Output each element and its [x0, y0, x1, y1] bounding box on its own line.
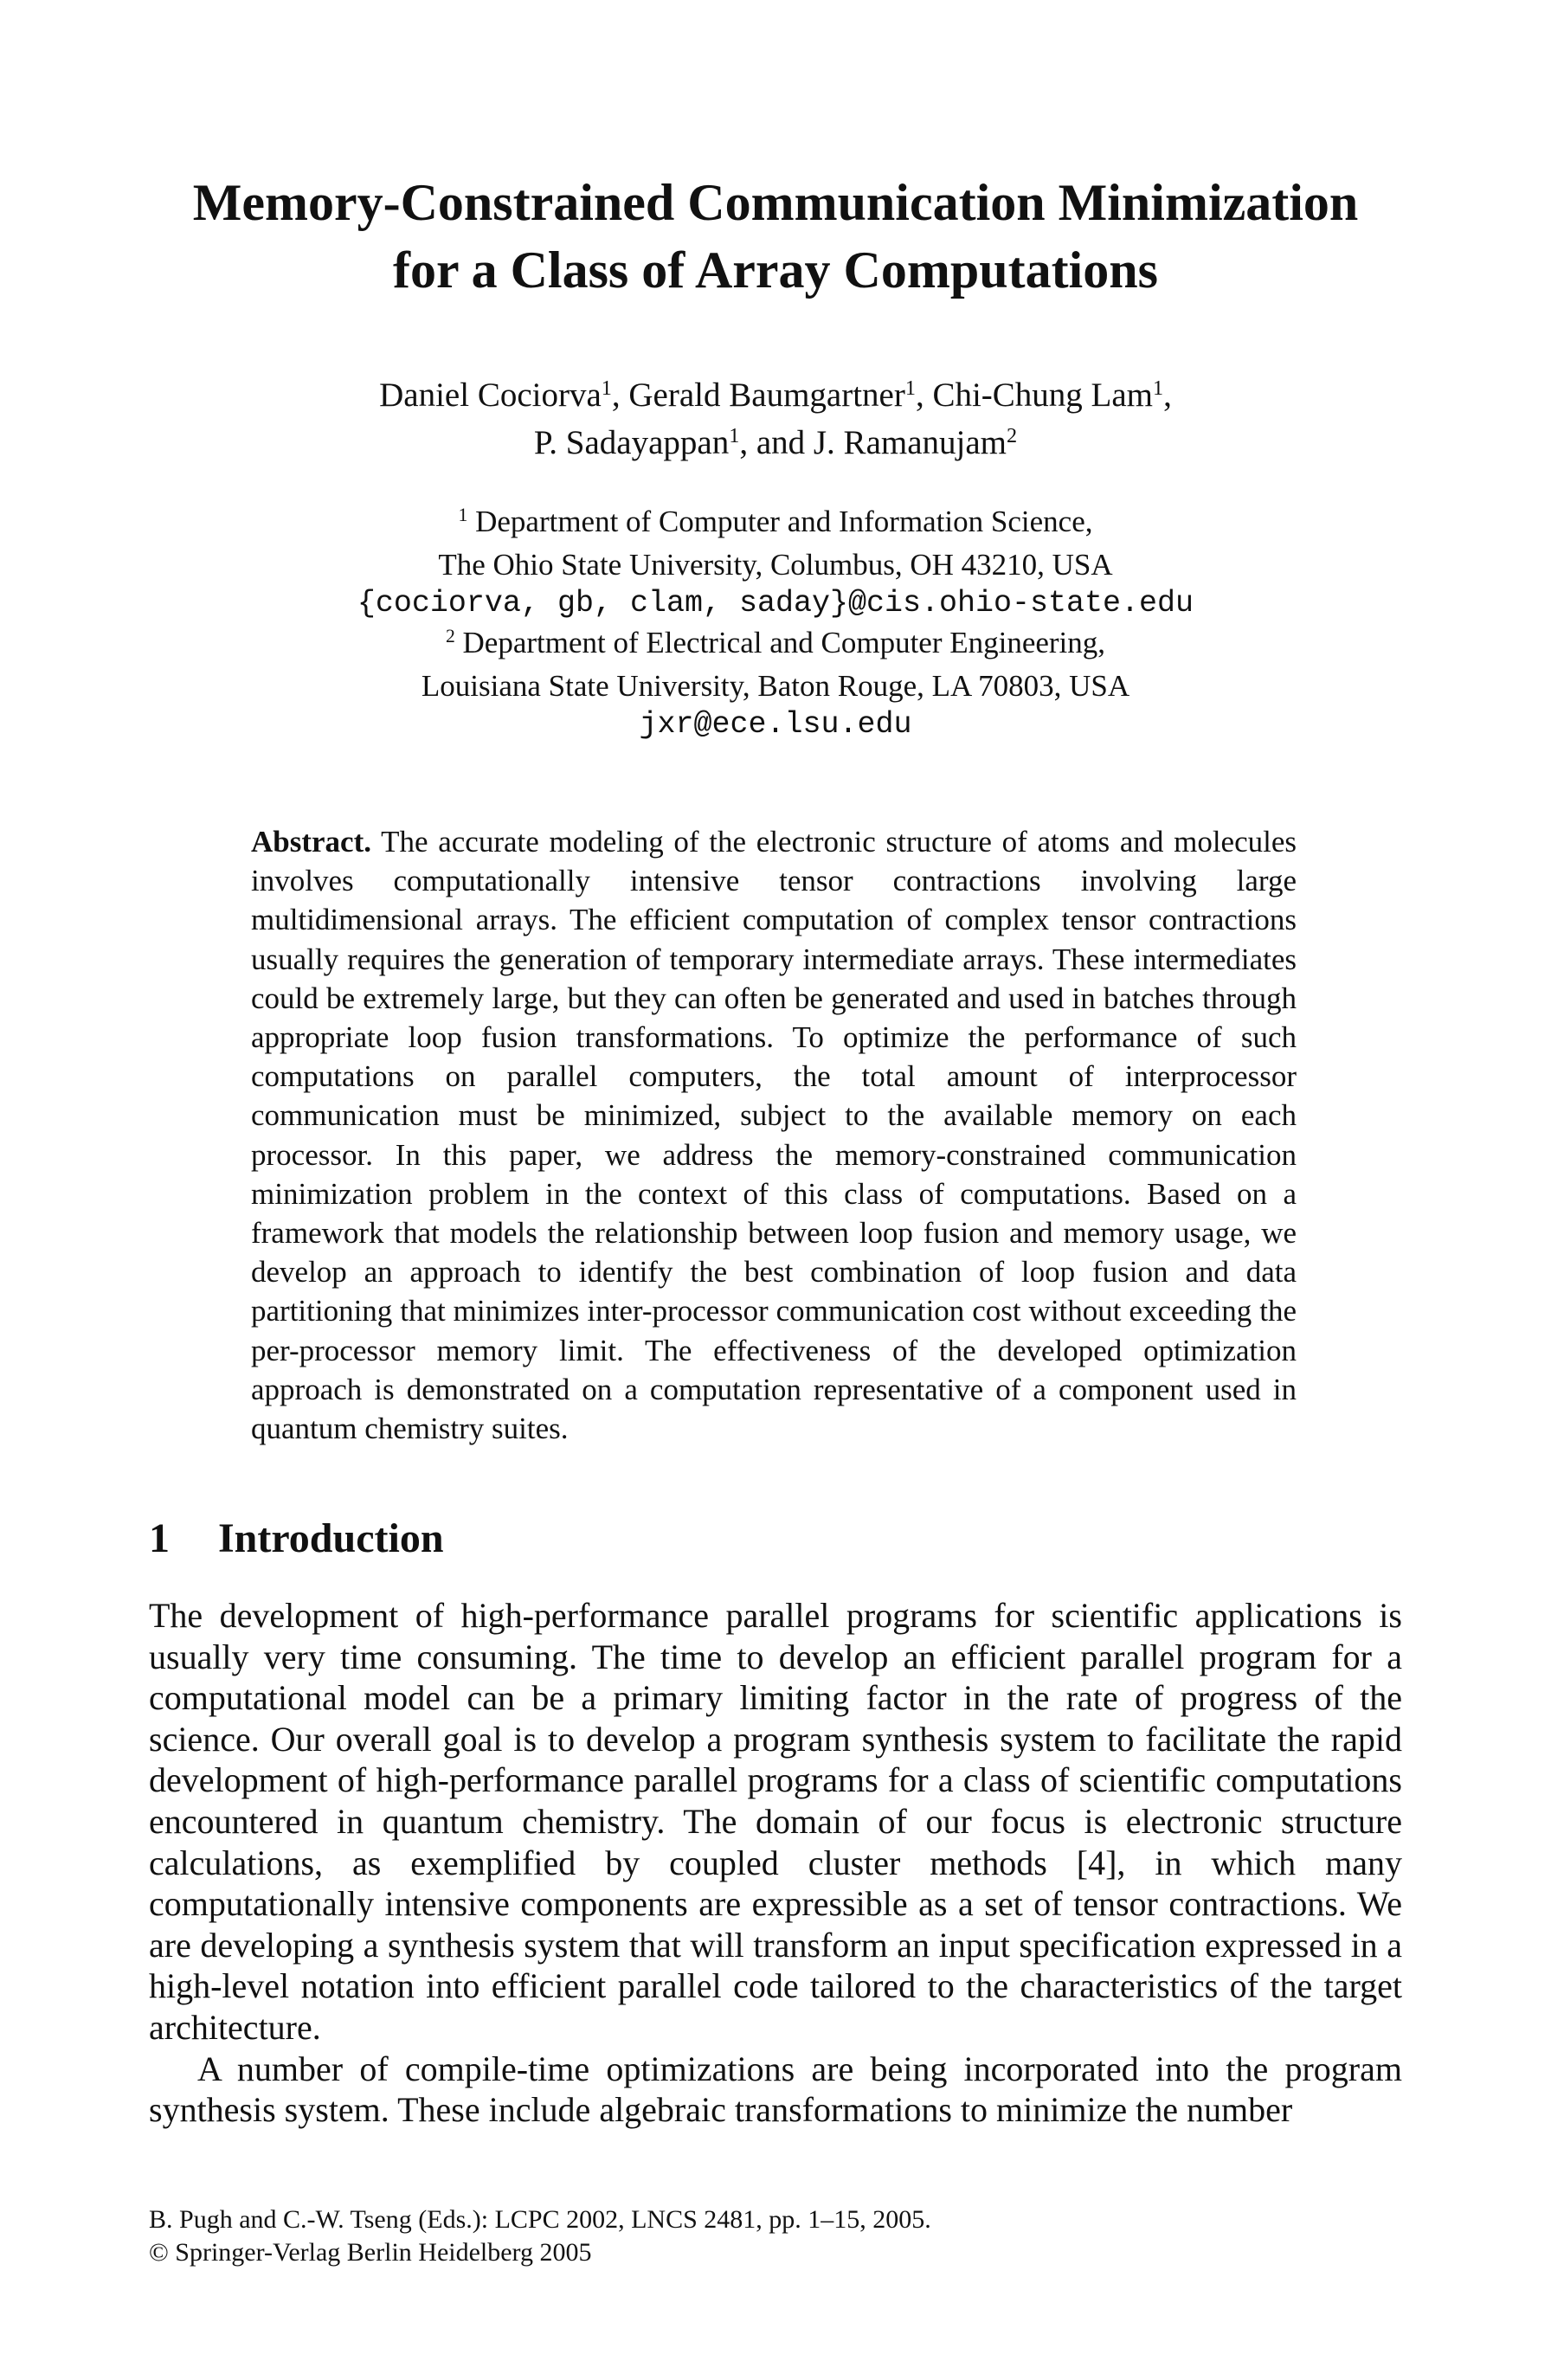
section-heading: [149, 1515, 444, 1562]
author-line-2: [0, 421, 1551, 469]
author-affil-mark: 2: [1007, 423, 1018, 447]
section-number: 1: [149, 1515, 170, 1561]
paragraph: A number of compile-time optimizations are being incorporated into the program synthesis system. These include algebraic transformations to minimize the number: [149, 2049, 1402, 2130]
author-separator: ,: [1163, 376, 1172, 414]
paper-title: [0, 169, 1551, 304]
affiliations: [0, 502, 1551, 744]
author-affil-mark: 1: [601, 376, 612, 400]
introduction-body: [149, 1595, 1402, 2131]
affiliation-2-line-1: $^2$ Department of Electrical and Computer Engineering,: [445, 626, 1106, 659]
affiliation-mark: 2: [445, 626, 455, 647]
affiliation-1-line-2: The Ohio State University, Columbus, OH 43210, USA: [438, 548, 1113, 582]
author-line-1: [0, 374, 1551, 421]
author-affil-mark: 1: [904, 376, 916, 400]
author-lam: , Chi-Chung Lam: [915, 376, 1154, 414]
affiliation-mark: 1: [458, 505, 468, 526]
footnote-copyright: © Springer-Verlag Berlin Heidelberg 2005: [149, 2238, 592, 2267]
author-sadayappan: P. Sadayappan: [533, 424, 730, 461]
author-list: [0, 374, 1551, 469]
section-title: Introduction: [218, 1515, 444, 1561]
title-line-1: Memory-Constrained Communication Minimization: [192, 174, 1359, 231]
author-affil-mark: 1: [729, 423, 740, 447]
affiliation-2-line-2: Louisiana State University, Baton Rouge, LA 70803, USA: [421, 669, 1130, 703]
affiliation-2-email[interactable]: jxr@ece.lsu.edu: [639, 707, 912, 742]
title-line-2: for a Class of Array Computations: [393, 241, 1158, 299]
author-affil-mark: 1: [1153, 376, 1164, 400]
footnote-citation: B. Pugh and C.-W. Tseng (Eds.): LCPC 2002, LNCS 2481, pp. 1–15, 2005.: [149, 2205, 931, 2234]
paragraph: The development of high-performance parallel programs for scientific applications is usually very time consuming. The time to develop an efficient parallel program for a computational model can be a primary limiting factor in the rate of progress of the science. Our overall goal is to develop a program synthesis system to facilitate the rapid development of high-performance parallel programs for a class of scientific computations encountered in quantum chemistry. The domain of our focus is electronic structure calculations, as exemplified by coupled cluster methods [4], in which many computationally intensive components are expressible as a set of tensor contractions. We are developing a synthesis system that will transform an input specification expressed in a high-level notation into efficient parallel code tailored to the characteristics of the target architecture.: [149, 1596, 1402, 2047]
author-cociorva: Daniel Cociorva: [379, 376, 602, 414]
affiliation-1-email[interactable]: {cociorva, gb, clam, saday}@cis.ohio-state.edu: [357, 586, 1194, 621]
abstract: [251, 822, 1297, 1448]
affiliation-1-line-1: $^1$ Department of Computer and Information Science,: [458, 505, 1093, 538]
publication-footnote: [149, 2203, 931, 2269]
abstract-text: The accurate modeling of the electronic structure of atoms and molecules involves computationally intensive tensor contractions involving large multidimensional arrays. The efficient computation of complex tensor contractions usually requires the generation of temporary intermediate arrays. These intermediates could be extremely large, but they can often be generated and used in batches through appropriate loop fusion transformations. To optimize the performance of such computations on parallel computers, the total amount of interprocessor communication must be minimized, subject to the available memory on each processor. In this paper, we address the memory-constrained communication minimization problem in the context of this class of computations. Based on a framework that models the relationship between loop fusion and memory usage, we develop an approach to identify the best combination of loop fusion and data partitioning that minimizes inter-processor communication cost without exceeding the per-processor memory limit. The effectiveness of the developed optimization approach is demonstrated on a computation representative of a component used in quantum chemistry suites.: [251, 825, 1297, 1446]
author-ramanujam: , and J. Ramanujam: [739, 424, 1007, 461]
abstract-label: Abstract.: [251, 825, 371, 859]
author-baumgartner: , Gerald Baumgartner: [611, 376, 905, 414]
